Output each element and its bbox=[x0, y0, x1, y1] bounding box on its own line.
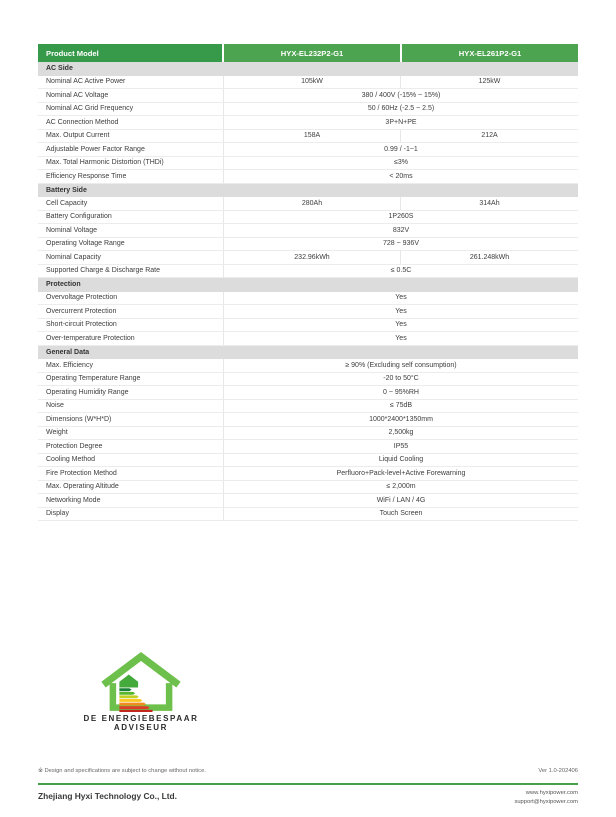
spec-row: AC Connection Method 3P+N+PE bbox=[38, 116, 578, 130]
spec-row: Operating Voltage Range 728 ~ 936V bbox=[38, 238, 578, 252]
header-model-2: HYX-EL261P2-G1 bbox=[402, 44, 578, 62]
table-header-row bbox=[38, 44, 578, 62]
contact-info bbox=[514, 789, 578, 806]
spec-row: Dimensions (W*H*D) 1000*2400*1350mm bbox=[38, 413, 578, 427]
version-text: Ver 1.0-202406 bbox=[538, 768, 578, 774]
header-product-model: Product Model bbox=[38, 44, 222, 62]
spec-row: Noise ≤ 75dB bbox=[38, 400, 578, 414]
spec-row: Cell Capacity 280Ah 314Ah bbox=[38, 197, 578, 211]
energy-label-house-icon bbox=[97, 650, 185, 712]
spec-row: Fire Protection Method Perfluoro+Pack-level+Active Forewarning bbox=[38, 467, 578, 481]
support-email: support@hyxipower.com bbox=[514, 798, 578, 805]
spec-row: Over-temperature Protection Yes bbox=[38, 332, 578, 346]
spec-row: Cooling Method Liquid Cooling bbox=[38, 454, 578, 468]
spec-row: Display Touch Screen bbox=[38, 508, 578, 522]
spec-row: Nominal Capacity 232.96kWh 261.248kWh bbox=[38, 251, 578, 265]
company-name: Zhejiang Hyxi Technology Co., Ltd. bbox=[38, 791, 177, 801]
spec-table bbox=[38, 44, 578, 521]
section-row-general-data: General Data bbox=[38, 346, 578, 360]
spec-row: Overvoltage Protection Yes bbox=[38, 292, 578, 306]
energy-advisor-logo bbox=[51, 650, 231, 732]
spec-row: Max. Total Harmonic Distortion (THDi) ≤3% bbox=[38, 157, 578, 171]
website-link: www.hyxipower.com bbox=[525, 790, 578, 796]
spec-row: Operating Humidity Range 0 ~ 95%RH bbox=[38, 386, 578, 400]
header-model-1: HYX-EL232P2-G1 bbox=[224, 44, 400, 62]
spec-row: Short-circuit Protection Yes bbox=[38, 319, 578, 333]
spec-row: Nominal Voltage 832V bbox=[38, 224, 578, 238]
disclaimer-text: ※ Design and specifications are subject to change without notice. bbox=[38, 768, 206, 774]
spec-row: Supported Charge & Discharge Rate ≤ 0.5C bbox=[38, 265, 578, 279]
logo-text-line1: DE ENERGIEBESPAAR bbox=[83, 714, 199, 723]
spec-row: Battery Configuration 1P260S bbox=[38, 211, 578, 225]
section-row-protection: Protection bbox=[38, 278, 578, 292]
spec-row: Nominal AC Active Power 105kW 125kW bbox=[38, 76, 578, 90]
spec-row: Nominal AC Voltage 380 / 400V (-15% ~ 15%) bbox=[38, 89, 578, 103]
spec-row: Max. Operating Altitude ≤ 2,000m bbox=[38, 481, 578, 495]
spec-row: Protection Degree IP55 bbox=[38, 440, 578, 454]
section-row-ac-side: AC Side bbox=[38, 62, 578, 76]
footer-divider bbox=[38, 783, 578, 785]
logo-text-line2: ADVISEUR bbox=[113, 723, 169, 732]
section-row-battery-side: Battery Side bbox=[38, 184, 578, 198]
spec-row: Weight 2,500kg bbox=[38, 427, 578, 441]
spec-row: Networking Mode WiFi / LAN / 4G bbox=[38, 494, 578, 508]
spec-row: Efficiency Response Time < 20ms bbox=[38, 170, 578, 184]
spec-row: Operating Temperature Range -20 to 50°C bbox=[38, 373, 578, 387]
spec-row: Overcurrent Protection Yes bbox=[38, 305, 578, 319]
spec-row: Max. Efficiency ≥ 90% (Excluding self consumption) bbox=[38, 359, 578, 373]
spec-row: Adjustable Power Factor Range 0.99 / -1~1 bbox=[38, 143, 578, 157]
spec-row: Nominal AC Grid Frequency 50 / 60Hz (-2.5 ~ 2.5) bbox=[38, 103, 578, 117]
spec-row: Max. Output Current 158A 212A bbox=[38, 130, 578, 144]
disclaimer-row bbox=[38, 768, 578, 774]
